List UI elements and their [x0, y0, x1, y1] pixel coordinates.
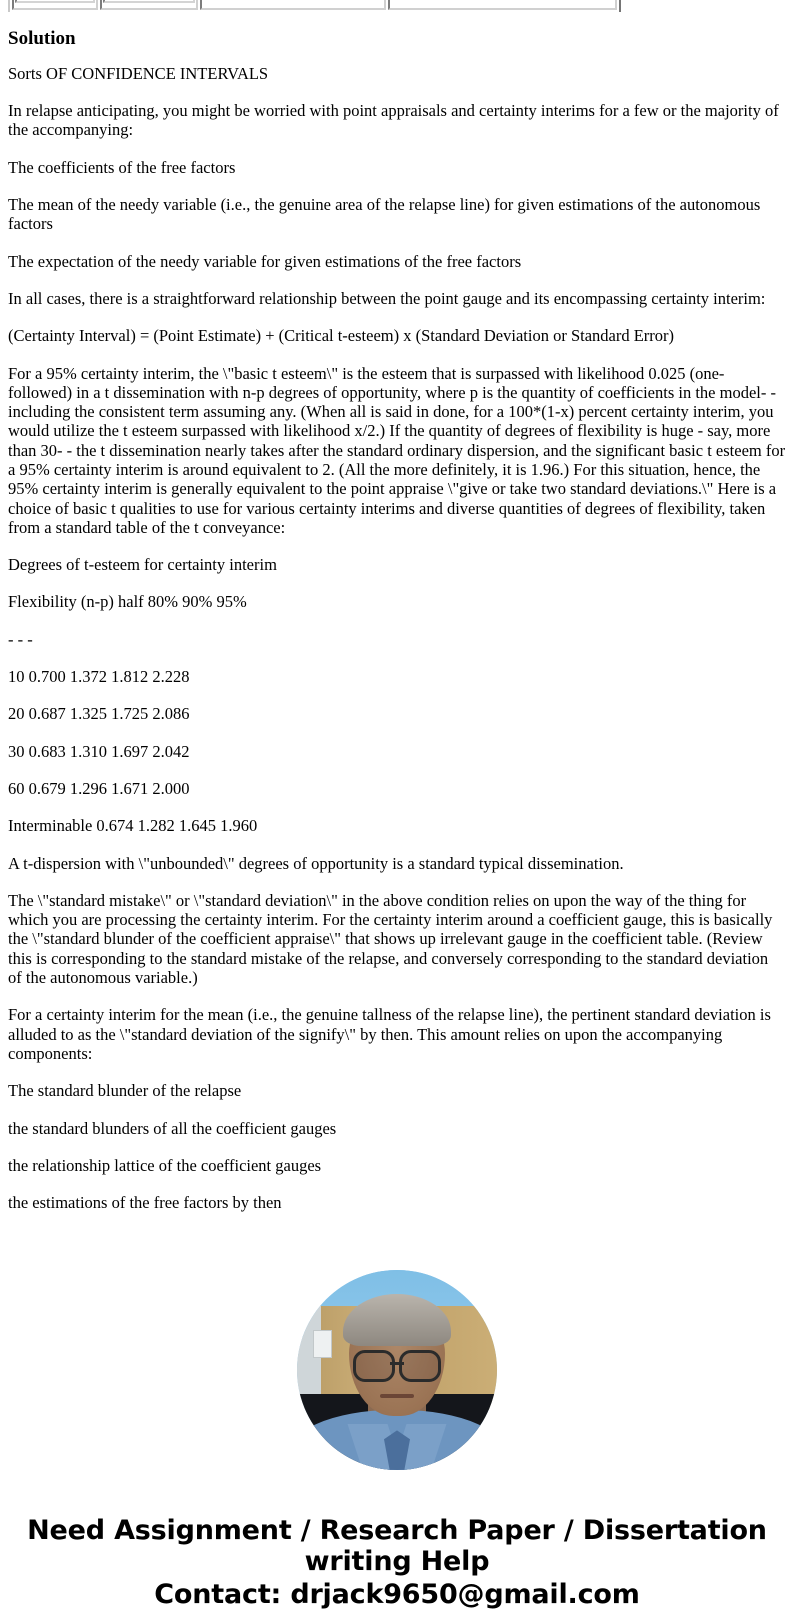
table-cell — [12, 0, 98, 10]
photo-wall-switch — [313, 1330, 332, 1358]
footer-contact-email: Contact: drjack9650@gmail.com — [154, 1578, 640, 1610]
cell-inner-box — [103, 0, 195, 3]
standard-mistake-paragraph: The \"standard mistake\" or \"standard deviation\" in the above condition relies on upon the way of the thing for which you are processing the certainty interim. For the certainty interim around a coefficient gauge, this is basically the \"standard blunder of the coefficient appraise\" that shows up irrelevant gauge in the coefficient table. (Review this is corresponding to the standard mistake of the relapse, and conversely corresponding to the standard deviation of the autonomous variable.) — [8, 890, 773, 988]
footer-headline-line-1: Need Assignment / Research Paper / Dissertation — [27, 1515, 767, 1547]
critical-t-value-paragraph: For a 95% certainty interim, the \"basic t esteem\" is the esteem that is surpassed with likelihood 0.025 (one-followed) in a t dissemination with n-p degrees of opportunity, where p is the quantity of coefficients in the model- - including the consistent term assuming any. (When all is said in done, for a 100*(1-x) percent certainty interim, you would utilize the t esteem surpassed with likelihood x/2.) If the quantity of degrees of flexibility is huge - say, more than 30- - the t dissemination nearly takes after the standard ordinary dispersion, and the significant basic t esteem for a 95% certainty interim is around equivalent to 2. (All the more definitely, it is 1.96.) For this situation, hence, the 95% certainty interim is generally equivalent to the point appraise \"give or take two standard deviations.\" Here is a choice of basic t qualities to use for various certainty interims and diverse quantities of degrees of flexibility, taken from a standard table of the t conveyance: — [8, 363, 786, 537]
top-clipped-table — [8, 0, 621, 12]
t-table-row: 10 0.700 1.372 1.812 2.228 — [8, 667, 190, 687]
t-table-row: 60 0.679 1.296 1.671 2.000 — [8, 778, 190, 798]
bullet-item-1: The coefficients of the free factors — [8, 157, 236, 177]
table-cell — [388, 0, 617, 10]
t-table-row: 30 0.683 1.310 1.697 2.042 — [8, 741, 190, 761]
t-dispersion-note: A t-dispersion with \"unbounded\" degrees of opportunity is a standard typical dissemination. — [8, 853, 624, 873]
table-cell — [100, 0, 198, 10]
avatar — [297, 1270, 497, 1470]
footer-headline-line-2: writing Help — [304, 1546, 490, 1578]
t-table-header: Flexibility (n-p) half 80% 90% 95% — [8, 592, 247, 612]
portrait-container — [8, 1270, 786, 1470]
photo-mouth — [380, 1394, 414, 1398]
photo-glasses-right-lens — [399, 1350, 441, 1382]
component-item-3: the relationship lattice of the coefficient gauges — [8, 1155, 322, 1175]
photo-glasses-bridge — [390, 1362, 404, 1365]
photo-glasses-left-lens — [353, 1350, 395, 1382]
component-item-1: The standard blunder of the relapse — [8, 1081, 242, 1101]
t-table-divider: - - - — [8, 629, 33, 649]
bullet-item-3: The expectation of the needy variable for given estimations of the free factors — [8, 251, 522, 271]
page-title: Solution — [8, 28, 76, 49]
intro-paragraph: In relapse anticipating, you might be worried with point appraisals and certainty interims for a few or the majority of the accompanying: — [8, 101, 779, 140]
relationship-lead-paragraph: In all cases, there is a straightforward relationship between the point gauge and its encompassing certainty interim: — [8, 288, 766, 308]
top-clipped-table-region — [8, 0, 786, 12]
component-item-2: the standard blunders of all the coefficient gauges — [8, 1118, 337, 1138]
t-table-row: Interminable 0.674 1.282 1.645 1.960 — [8, 816, 258, 836]
t-table-caption: Degrees of t-esteem for certainty interim — [8, 555, 277, 575]
cell-inner-box — [15, 0, 95, 3]
footer-cta — [8, 1516, 786, 1610]
t-table-row: 20 0.687 1.325 1.725 2.086 — [8, 704, 190, 724]
table-row — [12, 0, 617, 10]
section-subtitle: Sorts OF CONFIDENCE INTERVALS — [8, 63, 269, 83]
mean-interval-paragraph: For a certainty interim for the mean (i.e., the genuine tallness of the relapse line), the pertinent standard deviation is alluded to as the \"standard deviation of the signify\" by then. This amount relies on upon the accompanying components: — [8, 1005, 771, 1063]
table-cell — [200, 0, 386, 10]
confidence-interval-formula: (Certainty Interval) = (Point Estimate) + (Critical t-esteem) x (Standard Deviation or Standard Error) — [8, 326, 675, 346]
component-item-4: the estimations of the free factors by then — [8, 1193, 282, 1213]
bullet-item-2: The mean of the needy variable (i.e., the genuine area of the relapse line) for given estimations of the autonomous factors — [8, 195, 761, 234]
